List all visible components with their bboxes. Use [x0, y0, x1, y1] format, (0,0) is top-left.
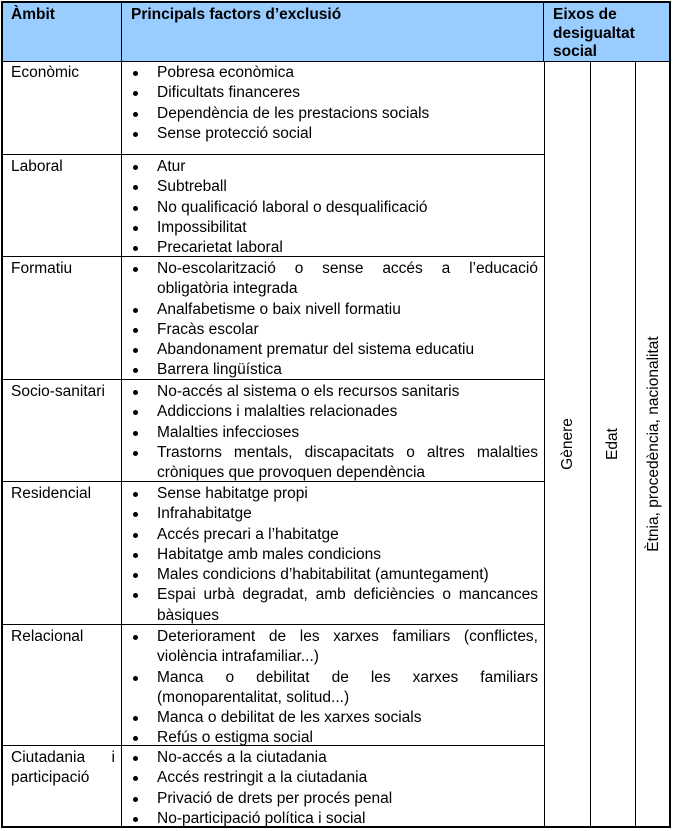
- factor-item: No-accés al sistema o els recursos sanitaris: [122, 382, 538, 402]
- factors-list: [122, 748, 538, 829]
- factor-item: Sense habitatge propi: [122, 484, 538, 504]
- factors-cell: [122, 625, 544, 745]
- factors-cell: [122, 380, 544, 481]
- factor-item: Males condicions d’habitabilitat (amuntegament): [122, 565, 538, 585]
- factor-item: No-participació política i social: [122, 809, 538, 829]
- table-header: [3, 3, 669, 62]
- eix-genere-column: [544, 61, 590, 826]
- factors-cell: [122, 482, 544, 624]
- ambit-label: Socio-sanitari: [3, 380, 122, 481]
- ambit-label: Formatiu: [3, 257, 122, 379]
- factor-item: Habitatge amb males condicions: [122, 545, 538, 565]
- ambit-label: Residencial: [3, 482, 122, 624]
- factor-item: Subtreball: [122, 177, 538, 197]
- factors-cell: [122, 257, 544, 379]
- factors-list: [122, 63, 538, 144]
- factor-item: Impossibilitat: [122, 218, 538, 238]
- eix-edat-column: [590, 61, 635, 826]
- factors-list: [122, 627, 538, 749]
- factors-cell: [122, 61, 544, 154]
- factor-item: Trastorns mentals, discapacitats o altres malalties cròniques que provoquen dependència: [122, 443, 538, 484]
- table-row-economic: [3, 61, 544, 155]
- factor-item: Accés precari a l’habitatge: [122, 525, 538, 545]
- header-eixos: Eixos de desigualtat social: [553, 6, 635, 60]
- ambit-label: Laboral: [3, 155, 122, 256]
- factor-item: Pobresa econòmica: [122, 63, 538, 83]
- table-row-relacional: [3, 625, 544, 746]
- factor-item: Abandonament prematur del sistema educatiu: [122, 340, 538, 360]
- header-factors: Principals factors d’exclusió: [122, 3, 544, 61]
- ambit-label: Ciutadania i participació: [3, 746, 122, 826]
- factors-list: [122, 382, 538, 483]
- factor-item: Manca o debilitat de les xarxes familiars (monoparentalitat, solitud...): [122, 668, 538, 709]
- factors-list: [122, 484, 538, 626]
- factor-item: No-escolarització o sense accés a l’educació obligatòria integrada: [122, 259, 538, 300]
- factor-item: Barrera lingüística: [122, 360, 538, 380]
- factor-item: No-accés a la ciutadania: [122, 748, 538, 768]
- factor-item: Malalties infeccioses: [122, 423, 538, 443]
- factor-item: Precarietat laboral: [122, 238, 538, 258]
- table-row-residencial: [3, 482, 544, 625]
- exclusion-factors-table: [1, 1, 671, 828]
- factor-item: Analfabetisme o baix nivell formatiu: [122, 300, 538, 320]
- eix-genere-label: Gènere: [558, 417, 576, 470]
- factor-item: Privació de drets per procés penal: [122, 789, 538, 809]
- factor-item: Deteriorament de les xarxes familiars (conflictes, violència intrafamiliar...): [122, 627, 538, 668]
- table-row-formatiu: [3, 257, 544, 380]
- table-row-laboral: [3, 155, 544, 257]
- factor-item: Dependència de les prestacions socials: [122, 104, 538, 124]
- eix-etnia-column: [635, 61, 671, 826]
- ambit-label: Relacional: [3, 625, 122, 745]
- factor-item: Atur: [122, 157, 538, 177]
- factor-item: Manca o debilitat de les xarxes socials: [122, 708, 538, 728]
- factor-item: Sense protecció social: [122, 124, 538, 144]
- factors-list: [122, 259, 538, 381]
- header-ambit: Àmbit: [3, 3, 122, 61]
- factor-item: Infrahabitatge: [122, 504, 538, 524]
- factor-item: Dificultats financeres: [122, 83, 538, 103]
- factor-item: Refús o estigma social: [122, 728, 538, 748]
- factor-item: Accés restringit a la ciutadania: [122, 768, 538, 788]
- table-row-ciutadania: [3, 746, 544, 826]
- factors-cell: [122, 746, 544, 826]
- factor-item: Fracàs escolar: [122, 320, 538, 340]
- factors-list: [122, 157, 538, 258]
- ambit-label: Econòmic: [3, 61, 122, 154]
- factor-item: Addiccions i malalties relacionades: [122, 402, 538, 422]
- factor-item: Espai urbà degradat, amb deficiències o mancances bàsiques: [122, 585, 538, 626]
- eix-edat-label: Edat: [604, 427, 621, 460]
- eix-etnia-label: Ètnia, procedència, nacionalitat: [644, 335, 662, 552]
- factor-item: No qualificació laboral o desqualificació: [122, 198, 538, 218]
- factors-cell: [122, 155, 544, 256]
- table-row-socio-sanitari: [3, 380, 544, 482]
